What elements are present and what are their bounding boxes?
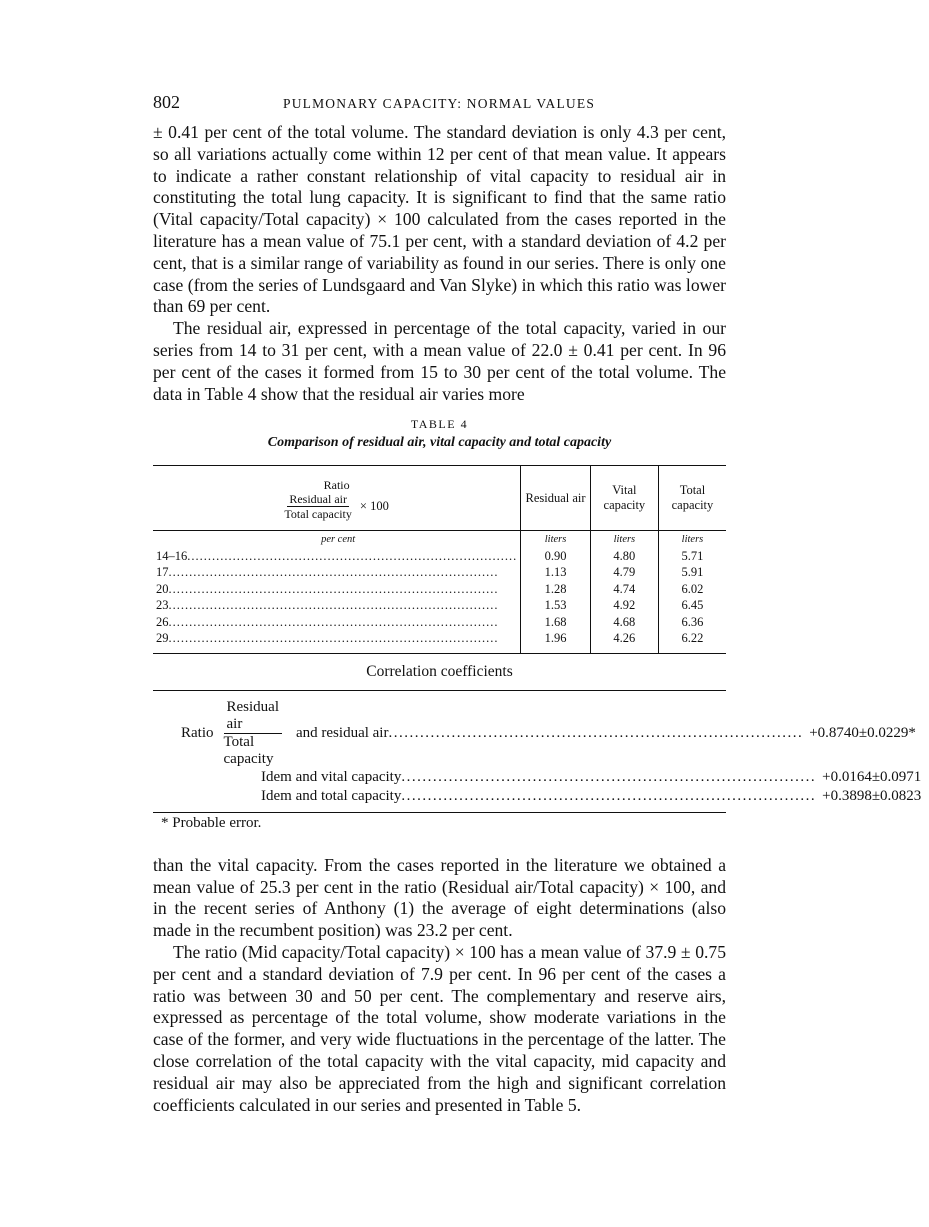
ratio-title: Ratio	[323, 477, 350, 492]
row-ratio: 26	[156, 614, 169, 629]
table-row	[153, 581, 726, 598]
row-total: 6.36	[658, 614, 726, 631]
row-total: 6.45	[658, 597, 726, 614]
row-vital: 4.68	[590, 614, 658, 631]
correlation-denominator: Total capacity	[223, 733, 274, 767]
paragraph-2: The residual air, expressed in percentage of the total capacity, varied in our series from 14 to 31 per cent, with a mean value of 22.0 ± 0.41 per cent. In 96 per cent of the cases it formed from 15 to 30 per cent of the total volume. The data in Table 4 show that the residual air varies more	[153, 318, 726, 404]
row-residual: 1.96	[521, 630, 591, 653]
paragraph-4: The ratio (Mid capacity/Total capacity) × 100 has a mean value of 37.9 ± 0.75 per cent and a standard deviation of 7.9 per cent. In 96 per cent of the cases a ratio was between 30 and 50 per cent. The complementary and reserve airs, expressed as percentage of the total volume, show moderate variations in the case of the former, and very wide fluctuations in the percentage of the latter. The close correlation of the total capacity with the vital capacity, mid capacity and residual air may also be appreciated from the high and significant correlation coefficients calculated in our series and presented in Table 5.	[153, 942, 726, 1115]
row-ratio: 17	[156, 565, 169, 580]
correlation-line	[153, 768, 922, 787]
ratio-numerator: Residual air	[289, 491, 347, 506]
page-header	[153, 92, 726, 122]
row-vital: 4.92	[590, 597, 658, 614]
page	[153, 92, 922, 1116]
page-number: 802	[153, 92, 180, 112]
row-ratio: 23	[156, 598, 169, 613]
running-title: PULMONARY CAPACITY: NORMAL VALUES	[283, 96, 596, 111]
table-row	[153, 630, 726, 653]
ratio-fraction	[284, 493, 351, 521]
correlation-fraction	[224, 699, 283, 768]
row-residual: 1.28	[521, 581, 591, 598]
correlation-label: Idem and vital capacity	[261, 768, 402, 785]
unit-residual: liters	[521, 531, 591, 548]
ratio-denominator: Total capacity	[284, 506, 352, 521]
correlation-label: and residual air	[296, 724, 389, 741]
correlation-value: +0.3898±0.0823	[822, 787, 922, 804]
row-residual: 1.13	[521, 564, 591, 581]
row-residual: 1.53	[521, 597, 591, 614]
paragraph-3: than the vital capacity. From the cases reported in the literature we obtained a mean value of 25.3 per cent in the ratio (Residual air/Total capacity) × 100, and in the recent series of Anthony (1) the average of eight determinations (also made in the recumbent position) was 23.2 per cent.	[153, 854, 726, 941]
column-header-residual: Residual air	[521, 466, 591, 531]
correlation-numerator: Residual air	[224, 699, 283, 734]
unit-ratio: per cent	[321, 534, 356, 546]
row-ratio: 14–16	[156, 548, 188, 563]
correlation-first-line	[153, 698, 916, 768]
row-residual: 0.90	[521, 548, 591, 565]
table-label: TABLE 4	[410, 417, 469, 432]
table-row	[153, 564, 726, 581]
correlation-value: +0.8740±0.0229*	[809, 724, 916, 741]
table-row	[153, 614, 726, 631]
row-vital: 4.80	[590, 548, 658, 565]
correlation-title: Correlation coefficients	[366, 662, 513, 680]
units-row	[153, 531, 726, 548]
table-row	[153, 597, 726, 614]
table-caption: Comparison of residual air, vital capacity and total capacity	[267, 435, 612, 451]
table-4	[153, 417, 922, 855]
correlation-label: Idem and total capacity	[261, 787, 402, 804]
paragraph-1: ± 0.41 per cent of the total volume. The standard deviation is only 4.3 per cent, so all variations actually come within 12 per cent of that mean value. It appears to indicate a rather constant relationship of vital capacity to residual air in constituting the total lung capacity. It is significant to find that the same ratio (Vital capacity/Total capacity) × 100 calculated from the cases reported in the literature has a mean value of 75.1 per cent, with a standard deviation of 4.2 per cent, that is a similar range of variability as found in our series. There is only one case (from the series of Lundsgaard and Van Slyke) in which this ratio was lower than 69 per cent.	[153, 122, 726, 317]
column-header-total: Total capacity	[658, 466, 726, 531]
row-ratio: 29	[156, 631, 169, 646]
data-table	[153, 465, 726, 654]
ratio-multiplier: × 100	[359, 499, 389, 514]
column-header-vital: Vital capacity	[590, 466, 658, 531]
table-header-row	[153, 466, 726, 531]
correlation-block	[153, 690, 922, 813]
unit-vital: liters	[590, 531, 658, 548]
row-vital: 4.26	[590, 630, 658, 653]
correlation-value: +0.0164±0.0971	[822, 768, 922, 785]
row-vital: 4.74	[590, 581, 658, 598]
table-row	[153, 548, 726, 565]
ratio-column-header	[153, 466, 521, 531]
row-total: 5.91	[658, 564, 726, 581]
row-residual: 1.68	[521, 614, 591, 631]
correlation-line	[153, 787, 922, 806]
unit-total: liters	[658, 531, 726, 548]
correlation-ratio-word: Ratio	[181, 724, 214, 741]
row-total: 6.02	[658, 581, 726, 598]
row-ratio: 20	[156, 581, 169, 596]
row-total: 5.71	[658, 548, 726, 565]
row-total: 6.22	[658, 630, 726, 653]
table-footnote: * Probable error.	[161, 814, 262, 831]
row-vital: 4.79	[590, 564, 658, 581]
